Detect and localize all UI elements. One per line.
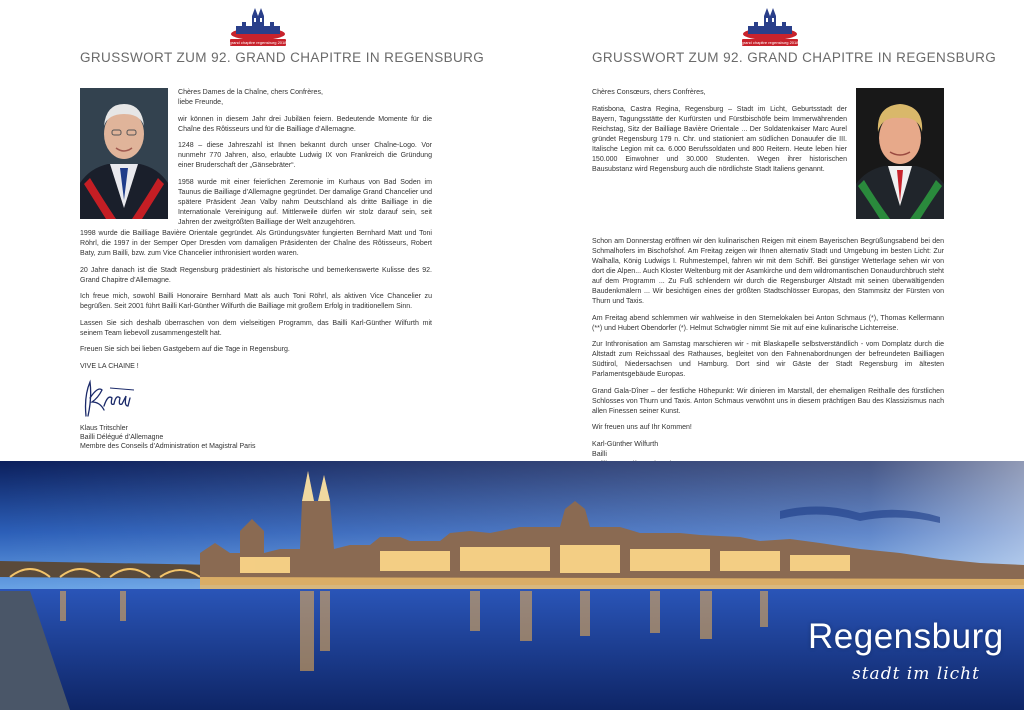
- logo-ribbon-text: grand chapitre regensburg 2018: [741, 40, 799, 45]
- paragraph: Ratisbona, Castra Regina, Regensburg – Stadt im Licht, Geburtsstadt der Bayern, Tagungsstätte der Kurfürsten und Fürstbischöfe beim Immerwährenden Reichstag, Sitz der Bailliage Bavière Orientale ... Der Soldatenkaiser Marc Aurel gründet Regensburg 179 n. Chr. und stationiert am südlichen Donauufer die III. Italische Legion mit ca. 6.000 Berufssoldaten und 800 Reitern. Heute leben hier 150.000 Einwohner und 30.000 Studenten. Wegen ihrer historischen Bausubstanz wird Regensburg auch die nördlichste Stadt Italiens genannt.: [592, 105, 847, 173]
- salutation: Chères Dames de la Chaîne, chers Confrères,: [178, 89, 323, 96]
- regensburg-wordmark: Regensburg: [808, 617, 1004, 656]
- paragraph: Zur Inthronisation am Samstag marschieren wir - mit Blaskapelle selbstverständlich - vom Domplatz durch die Altstadt zum Reichssaal des Rathauses, begleitet von den Fahnenabordnungen der befreundeten Bailliagen Südtirol, Niedersachsen und Hamburg. Dort sind wir Gäste der Stadt Regensburg im ältesten Parlamentsgebäude Europas.: [592, 341, 944, 378]
- paragraph: Lassen Sie sich deshalb überraschen von dem vielseitigen Programm, das Bailli Karl-Günther Wilfurth mit seinem Team liebevoll zusammengestellt hat.: [80, 319, 432, 337]
- greeting-text-right-bottom: [592, 237, 944, 470]
- paragraph: 1998 wurde die Bailliage Bavière Orientale gegründet. Als Gründungsväter fungierten Bernhard Matt und Toni Röhrl, die 1997 in der Semper Oper Dresden vom damaligen Präsidenten der Chaîne des Rôtisseurs, Robert Baty, zum Bailli, bzw. zum Vice Chancelier inthronisiert worden waren.: [80, 230, 432, 257]
- page-title-left: GRUSSWORT ZUM 92. GRAND CHAPITRE IN REGENSBURG: [80, 50, 485, 65]
- signer-title: Bailli: [592, 450, 607, 458]
- handwritten-signature: [80, 376, 140, 422]
- paragraph: Schon am Donnerstag eröffnen wir den kulinarischen Reigen mit einem Bayerischen Begrüßungsabend bei den Schmalhofers im Bischofshof. Am Freitag zeigen wir Ihnen alternativ Stadt und Umgebung im besten Licht: Zur Walhalla, König Ludwigs I. Ruhmestempel, fahren wir mit dem Schiff. Bei günstiger Wetterlage sehen wir von dort die Alpen... Auch Kloster Weltenburg mit der Asamkirche und dem wildromantischen Donaudurchbruch steht auf dem Programm ... Zu Fuß schlendern wir durch die Regensburger Altstadt mit seinen überwältigenden Baudenkmälern ... Wir besichtigen eines der größten Stadtschlösser Europas, den Stammsitz der Fürsten von Thurn und Taxis.: [592, 238, 944, 305]
- cathedral-logo-icon: [228, 4, 288, 40]
- chapitre-logo-left: [228, 4, 288, 46]
- paragraph: Ich freue mich, sowohl Bailli Honoraire Bernhard Matt als auch Toni Röhrl, als aktiven Vice Chancelier zu begrüßen. Seit 2001 führt Bailli Karl-Günther Wilfurth die Bailliage mit großem Erfolg in traditionellem Sinn.: [80, 293, 432, 310]
- signer-name: Klaus Tritschler: [80, 425, 128, 432]
- salutation-line2: liebe Freunde,: [178, 99, 224, 106]
- signer-title: Membre des Conseils d’Administration et Magistral Paris: [80, 443, 256, 450]
- portrait-klaus-tritschler: [80, 88, 168, 219]
- paragraph: Grand Gala-Dîner – der festliche Höhepunkt: Wir dinieren im Marstall, der ehemaligen Reithalle des fürstlichen Schlosses von Thurn und Taxis. Anton Schmaus verwöhnt uns in diesem prächtigen Bau des Klassizismus nach allen Finessen seiner Kunst.: [592, 387, 944, 415]
- greeting-text-left-top: [178, 88, 432, 234]
- chapitre-logo-right: [740, 4, 800, 46]
- paragraph: 1248 – diese Jahreszahl ist Ihnen bekannt durch unser Chaîne-Logo. Vor nunmehr 770 Jahren, also, erlaubte Ludwig IX von Frankreich die Gründung einer Bruderschaft der „Gänsebräter“.: [178, 142, 432, 169]
- greeting-text-right-top: [592, 88, 847, 181]
- closing-line: VIVE LA CHAINE !: [80, 362, 139, 370]
- cathedral-logo-icon: [740, 4, 800, 40]
- page-title-right: GRUSSWORT ZUM 92. GRAND CHAPITRE IN REGENSBURG: [592, 50, 997, 65]
- paragraph: Freuen Sie sich bei lieben Gastgebern auf die Tage in Regensburg.: [80, 346, 290, 353]
- greeting-text-left-bottom: [80, 229, 432, 378]
- paragraph: 1958 wurde mit einer feierlichen Zeremonie im Kurhaus von Bad Soden im Taunus die Bailliage d’Allemagne gegründet. Der damalige Grand Chancelier und spätere Präsident Jean Valby nahm Deutschland als dritte Bailliage in die Internationale Vereinigung auf. Mittlerweile dürfen wir stolz darauf sein, seit Jahren der zweitgrößten Bailliage der Welt anzugehören.: [178, 178, 432, 226]
- paragraph: Am Freitag abend schlemmen wir wahlweise in den Sternelokalen bei Anton Schmaus (*), Thomas Kellermann (**) und Hubert Obendorfer (*). Helmut Schwögler nimmt Sie mit auf eine kulinarische Lichterreise.: [592, 314, 944, 332]
- logo-ribbon-text: grand chapitre regensburg 2018: [229, 40, 287, 45]
- signer-block-left: [80, 424, 255, 451]
- signer-title: Bailli Délégué d’Allemagne: [80, 434, 164, 441]
- regensburg-tagline: stadt im licht: [852, 664, 980, 684]
- paragraph: Wir freuen uns auf Ihr Kommen!: [592, 424, 692, 431]
- paragraph: 20 Jahre danach ist die Stadt Regensburg prädestiniert als historische und bemerkenswerte Kulisse des 92. Grand Chapitre d’Allemagne.: [80, 266, 432, 284]
- salutation: Chères Consœurs, chers Confrères,: [592, 89, 706, 96]
- signer-name: Karl-Günther Wilfurth: [592, 440, 659, 448]
- portrait-karl-guenther-wilfurth: [856, 88, 944, 219]
- paragraph: wir können in diesem Jahr drei Jubiläen feiern. Bedeutende Momente für die Chaîne des Rôtisseurs und für die Bailliage d’Allemagne.: [178, 115, 432, 133]
